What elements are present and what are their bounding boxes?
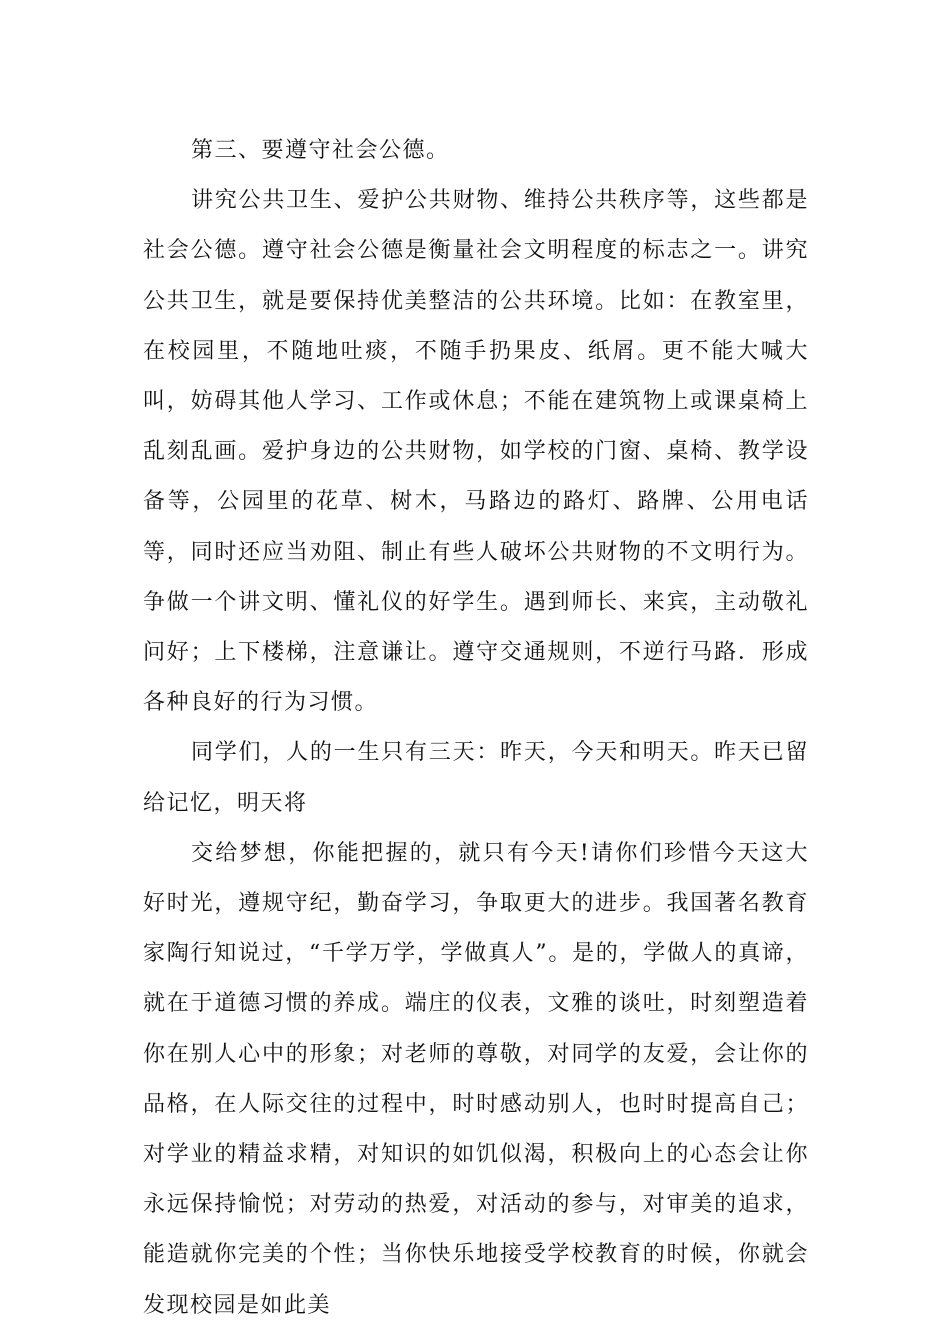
paragraph-heading-third: 第三、要遵守社会公德。 [191,138,450,163]
paragraph-three-days: 同学们，人的一生只有三天：昨天，今天和明天。昨天已留给记忆，明天将 [143,740,809,816]
paragraph-cherish-today: 交给梦想，你能把握的，就只有今天!请你们珍惜今天这大好时光，遵规守纪，勤奋学习，争取更大的进步。我国著名教育家陶行知说过，“千学万学，学做真人”。是的，学做人的真谛，就在于道德习惯的养成。端庄的仪表，文雅的谈吐，时刻塑造着你在别人心中的形象；对老师的尊敬，对同学的友爱，会让你的品格，在人际交往的过程中，时时感动别人，也时时提高自己；对学业的精益求精，对知识的如饥似渴，积极向上的心态会让你永远保持愉悦；对劳动的热爱，对活动的参与，对审美的追求，能造就你完美的个性；当你快乐地接受学校教育的时候，你就会发现校园是如此美 [143,840,809,1318]
paragraph-public-morality: 讲究公共卫生、爱护公共财物、维持公共秩序等，这些都是社会公德。遵守社会公德是衡量社会文明程度的标志之一。讲究公共卫生，就是要保持优美整洁的公共环境。比如：在教室里，在校园里，不随地吐痰，不随手扔果皮、纸屑。更不能大喊大叫，妨碍其他人学习、工作或休息；不能在建筑物上或课桌椅上乱刻乱画。爱护身边的公共财物，如学校的门窗、桌椅、教学设备等，公园里的花草、树木，马路边的路灯、路牌、公用电话等，同时还应当劝阻、制止有些人破坏公共财物的不文明行为。争做一个讲文明、懂礼仪的好学生。遇到师长、来宾，主动敬礼问好；上下楼梯，注意谦让。遵守交通规则，不逆行马路．形成各种良好的行为习惯。 [143,188,809,716]
document-body [143,126,809,1331]
